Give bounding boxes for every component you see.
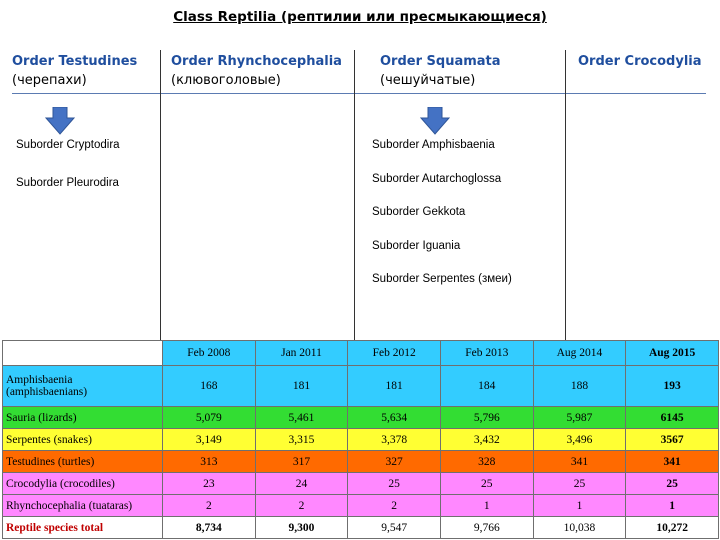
- table-cell: 184: [440, 366, 533, 407]
- table-cell: 2: [255, 495, 348, 517]
- table-cell: 2: [348, 495, 441, 517]
- table-row: [3, 451, 719, 473]
- table-cell: 25: [348, 473, 441, 495]
- table-cell: 2: [163, 495, 256, 517]
- table-cell: 313: [163, 451, 256, 473]
- table-cell: 5,634: [348, 407, 441, 429]
- order-name: Order Testudines: [12, 54, 138, 69]
- table-header-cell: Feb 2013: [440, 341, 533, 366]
- table-cell: 188: [533, 366, 626, 407]
- order-russian-name: (клювоголовые): [171, 73, 281, 88]
- table-cell: 1: [626, 495, 719, 517]
- down-arrow-icon: [45, 107, 75, 135]
- species-count-table: [2, 340, 719, 539]
- table-header-cell: Aug 2014: [533, 341, 626, 366]
- order-name: Order Crocodylia: [578, 54, 702, 69]
- order-crocodylia: [578, 52, 702, 71]
- table-cell: 9,766: [440, 517, 533, 539]
- suborder-item: Suborder Cryptodira: [16, 139, 120, 151]
- table-cell: 341: [533, 451, 626, 473]
- table-header-cell: Aug 2015: [626, 341, 719, 366]
- table-cell: 3,149: [163, 429, 256, 451]
- table-header-row: [3, 341, 719, 366]
- table-cell: 3,496: [533, 429, 626, 451]
- table-row: [3, 366, 719, 407]
- order-russian-name: (чешуйчатые): [380, 73, 476, 88]
- order-name: Order Rhynchocephalia: [171, 54, 342, 69]
- row-label: [3, 366, 163, 407]
- table-cell: 1: [533, 495, 626, 517]
- table-cell: 10,272: [626, 517, 719, 539]
- table-total-row: [3, 517, 719, 539]
- table-cell: 9,547: [348, 517, 441, 539]
- table-cell: 5,987: [533, 407, 626, 429]
- table-cell: 1: [440, 495, 533, 517]
- order-rhynchocephalia: [171, 52, 342, 90]
- testudines-suborder-list: [16, 139, 120, 215]
- table-cell: 10,038: [533, 517, 626, 539]
- table-row: [3, 429, 719, 451]
- row-label: Reptile species total: [3, 517, 163, 539]
- row-label: Testudines (turtles): [3, 451, 163, 473]
- table-cell: 24: [255, 473, 348, 495]
- table-cell: 3,432: [440, 429, 533, 451]
- row-label-line: (amphisbaenians): [6, 386, 88, 398]
- table-cell: 181: [348, 366, 441, 407]
- table-cell: 5,461: [255, 407, 348, 429]
- table-cell: 23: [163, 473, 256, 495]
- table-cell: 193: [626, 366, 719, 407]
- table-cell: 8,734: [163, 517, 256, 539]
- table-cell: 3,315: [255, 429, 348, 451]
- suborder-item: Suborder Iguania: [372, 239, 461, 252]
- suborder-item: Suborder Pleurodira: [16, 177, 119, 189]
- table-cell: 341: [626, 451, 719, 473]
- column-divider: [354, 50, 355, 340]
- slide-title: Class Reptilia (рептилии или пресмыкающиеся): [173, 9, 547, 25]
- down-arrow-icon: [420, 107, 450, 135]
- table-cell: 5,079: [163, 407, 256, 429]
- table-cell: 3,378: [348, 429, 441, 451]
- suborder-item: Suborder Gekkota: [372, 206, 466, 218]
- row-label: Rhynchocephalia (tuataras): [3, 495, 163, 517]
- table-cell: 327: [348, 451, 441, 473]
- table-cell: 317: [255, 451, 348, 473]
- table-cell: 328: [440, 451, 533, 473]
- table-cell: 5,796: [440, 407, 533, 429]
- table-header-cell: Feb 2008: [163, 341, 256, 366]
- order-squamata: [380, 52, 501, 90]
- table-header-cell: [3, 341, 163, 366]
- order-russian-name: (черепахи): [12, 73, 87, 88]
- table-cell: 168: [163, 366, 256, 407]
- row-label: Sauria (lizards): [3, 407, 163, 429]
- table-header-cell: Jan 2011: [255, 341, 348, 366]
- suborder-item: Suborder Amphisbaenia: [372, 139, 495, 151]
- column-divider: [160, 50, 161, 340]
- table-cell: 3567: [626, 429, 719, 451]
- order-name: Order Squamata: [380, 54, 501, 69]
- table-cell: 9,300: [255, 517, 348, 539]
- suborder-item: Suborder Autarchoglossa: [372, 172, 502, 185]
- suborder-item: Suborder Serpentes (змеи): [372, 273, 512, 285]
- row-label: Crocodylia (crocodiles): [3, 473, 163, 495]
- table-cell: 25: [626, 473, 719, 495]
- table-cell: 181: [255, 366, 348, 407]
- table-row: [3, 407, 719, 429]
- table-row: [3, 495, 719, 517]
- table-cell: 25: [533, 473, 626, 495]
- order-testudines: [12, 52, 137, 90]
- table-row: [3, 473, 719, 495]
- squamata-suborder-list: [372, 139, 512, 307]
- column-divider: [565, 50, 566, 340]
- table-header-cell: Feb 2012: [348, 341, 441, 366]
- row-label: Serpentes (snakes): [3, 429, 163, 451]
- table-cell: 25: [440, 473, 533, 495]
- row-label-line: Amphisbaenia: [6, 374, 73, 386]
- table-cell: 6145: [626, 407, 719, 429]
- header-divider: [12, 93, 706, 94]
